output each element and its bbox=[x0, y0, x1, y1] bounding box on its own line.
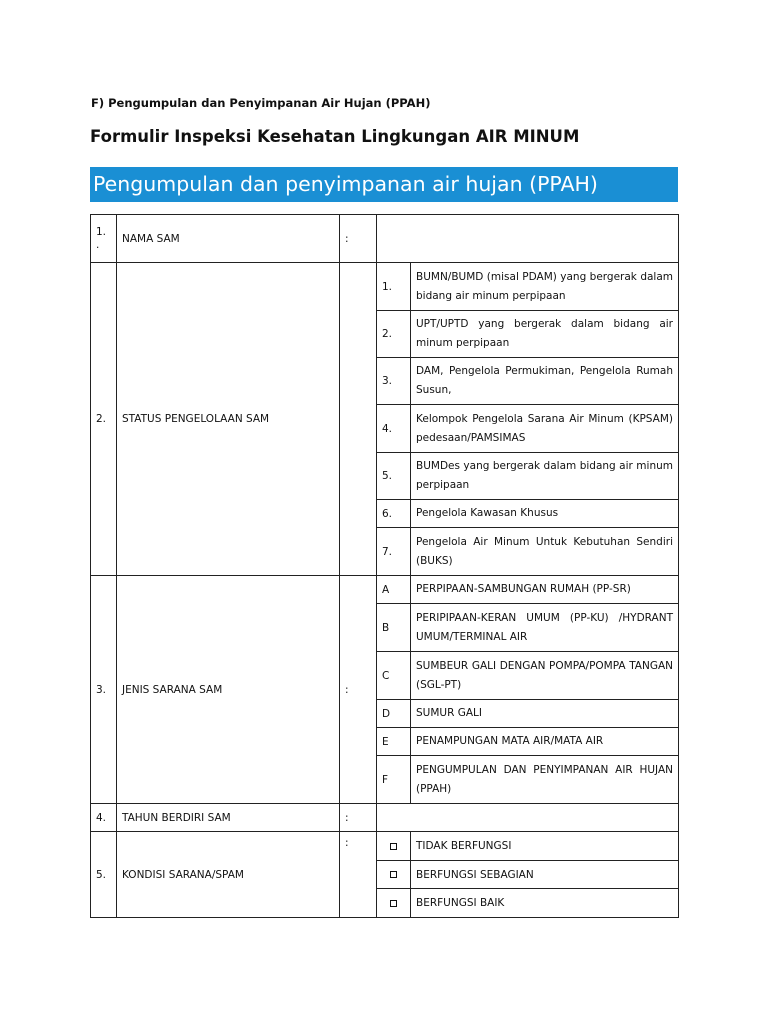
row-number: 5. bbox=[91, 832, 117, 918]
field-label-jenis-sarana: JENIS SARANA SAM bbox=[117, 576, 340, 804]
checkbox-icon bbox=[390, 843, 397, 850]
section-heading: F) Pengumpulan dan Penyimpanan Air Hujan (PPAH) bbox=[91, 96, 431, 110]
option-code: A bbox=[377, 576, 411, 604]
option-status-1[interactable]: BUMN/BUMD (misal PDAM) yang bergerak dalam bidang air minum perpipaan bbox=[411, 263, 679, 311]
row-number: 4. bbox=[91, 804, 117, 832]
colon: : bbox=[340, 804, 377, 832]
field-label-tahun-berdiri: TAHUN BERDIRI SAM bbox=[117, 804, 340, 832]
option-kondisi-1: TIDAK BERFUNGSI bbox=[411, 832, 679, 861]
row-number: 1. . bbox=[91, 215, 117, 263]
checkbox-icon bbox=[390, 900, 397, 907]
option-status-2[interactable]: UPT/UPTD yang bergerak dalam bidang air minum perpipaan bbox=[411, 311, 679, 358]
table-row bbox=[91, 832, 679, 861]
form-title: Formulir Inspeksi Kesehatan Lingkungan AIR MINUM bbox=[90, 127, 580, 146]
option-code: 2. bbox=[377, 311, 411, 358]
field-label-kondisi: KONDISI SARANA/SPAM bbox=[117, 832, 340, 918]
option-code: B bbox=[377, 604, 411, 652]
checkbox-tidak-berfungsi[interactable] bbox=[377, 832, 411, 861]
option-status-7[interactable]: Pengelola Air Minum Untuk Kebutuhan Sendiri (BUKS) bbox=[411, 528, 679, 576]
option-code: 7. bbox=[377, 528, 411, 576]
table-row bbox=[91, 263, 679, 311]
option-kondisi-3: BERFUNGSI BAIK bbox=[411, 889, 679, 918]
option-code: D bbox=[377, 700, 411, 728]
option-jenis-c[interactable]: SUMBEUR GALI DENGAN POMPA/POMPA TANGAN (SGL-PT) bbox=[411, 652, 679, 700]
option-status-6[interactable]: Pengelola Kawasan Khusus bbox=[411, 500, 679, 528]
checkbox-icon bbox=[390, 871, 397, 878]
table-row bbox=[91, 215, 679, 263]
option-code: 5. bbox=[377, 453, 411, 500]
option-jenis-e[interactable]: PENAMPUNGAN MATA AIR/MATA AIR bbox=[411, 728, 679, 756]
option-code: E bbox=[377, 728, 411, 756]
row-number: 2. bbox=[91, 263, 117, 576]
nama-sam-input[interactable] bbox=[377, 215, 679, 263]
option-jenis-f[interactable]: PENGUMPULAN DAN PENYIMPANAN AIR HUJAN (PPAH) bbox=[411, 756, 679, 804]
table-row bbox=[91, 576, 679, 604]
tahun-berdiri-input[interactable] bbox=[377, 804, 679, 832]
colon: : bbox=[340, 576, 377, 804]
table-row bbox=[91, 804, 679, 832]
option-jenis-a[interactable]: PERPIPAAN-SAMBUNGAN RUMAH (PP-SR) bbox=[411, 576, 679, 604]
field-label-nama-sam: NAMA SAM bbox=[117, 215, 340, 263]
colon bbox=[340, 263, 377, 576]
checkbox-berfungsi-sebagian[interactable] bbox=[377, 861, 411, 889]
option-jenis-b[interactable]: PERIPIPAAN-KERAN UMUM (PP-KU) /HYDRANT UMUM/TERMINAL AIR bbox=[411, 604, 679, 652]
colon: : bbox=[340, 832, 377, 918]
colon: : bbox=[340, 215, 377, 263]
option-code: 3. bbox=[377, 358, 411, 405]
checkbox-berfungsi-baik[interactable] bbox=[377, 889, 411, 918]
field-label-status: STATUS PENGELOLAAN SAM bbox=[117, 263, 340, 576]
option-status-4[interactable]: Kelompok Pengelola Sarana Air Minum (KPSAM) pedesaan/PAMSIMAS bbox=[411, 405, 679, 453]
option-code: F bbox=[377, 756, 411, 804]
option-code: C bbox=[377, 652, 411, 700]
option-code: 4. bbox=[377, 405, 411, 453]
option-kondisi-2: BERFUNGSI SEBAGIAN bbox=[411, 861, 679, 889]
option-status-5[interactable]: BUMDes yang bergerak dalam bidang air minum perpipaan bbox=[411, 453, 679, 500]
option-code: 6. bbox=[377, 500, 411, 528]
option-status-3[interactable]: DAM, Pengelola Permukiman, Pengelola Rumah Susun, bbox=[411, 358, 679, 405]
inspection-form-table bbox=[90, 214, 679, 918]
option-jenis-d[interactable]: SUMUR GALI bbox=[411, 700, 679, 728]
option-code: 1. bbox=[377, 263, 411, 311]
banner-title: Pengumpulan dan penyimpanan air hujan (PPAH) bbox=[90, 167, 678, 202]
row-number: 3. bbox=[91, 576, 117, 804]
